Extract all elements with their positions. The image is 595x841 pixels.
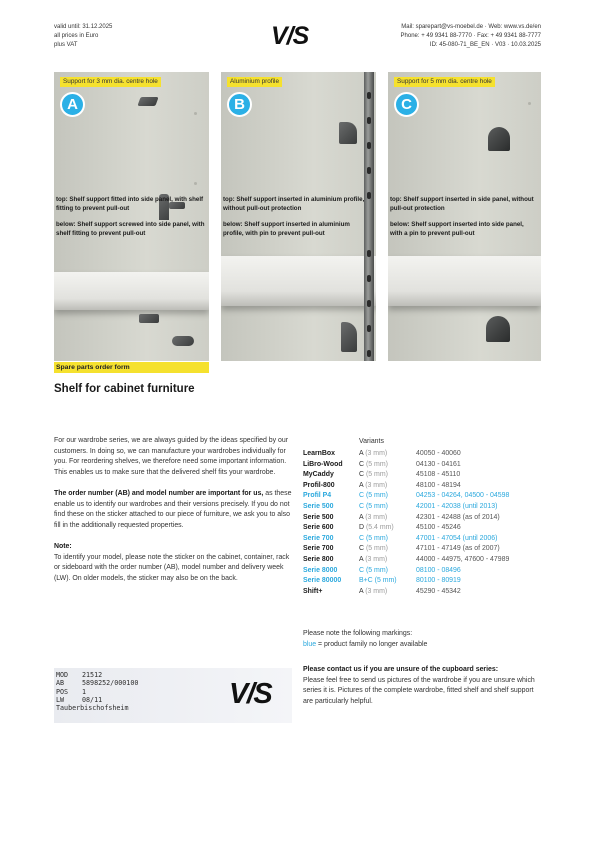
contact-text: Please feel free to send us pictures of the wardrobe if you are unsure which series it is. Pictures of the complete wardrobe, fitted shelf and shelf support are particularly helpful. <box>303 676 535 705</box>
variant-letter: A <box>359 513 364 521</box>
order-number-paragraph <box>54 489 294 531</box>
variants-heading: Variants <box>359 438 384 445</box>
panel-c-tag: Support for 5 mm dia. centre hole <box>394 77 495 87</box>
sticker-vs-logo: V/S <box>229 678 272 710</box>
variant-hole-size: (5 mm) <box>365 471 388 479</box>
contact-heading: Please contact us if you are unsure of the cupboard series: <box>303 666 499 673</box>
model-sticker-photo <box>54 668 292 723</box>
sticker-line: POS 1 <box>56 687 87 696</box>
intro-paragraph: For our wardrobe series, we are always guided by the ideas specified by our customers. In doing so, we can manufacture your wardrobes individually for you. For reordering shelves, we therefore need some important information. This enables us to make sure that the delivered shelf fits your wardrobe. <box>54 437 289 476</box>
note-text: To identify your model, please note the sticker on the cabinet, container, rack or sideboard with the order number (AB), model number and delivery week (LW). On older models, the sticker may also be on the back. <box>54 553 290 582</box>
variant-hole-size: (5 mm) <box>365 534 388 542</box>
variant-type <box>359 470 388 481</box>
note-heading: Note: <box>54 542 72 550</box>
panel-c-caption-top: top: Shelf support inserted in side panel, without pull-out protection <box>390 196 534 212</box>
variant-letter: C <box>359 460 365 468</box>
variant-article-range: 42001 - 42038 (until 2013) <box>416 502 498 510</box>
panel-b-caption-bottom: below: Shelf support inserted in aluminium profile, with pin to prevent pull-out <box>223 221 350 237</box>
variant-series-name: Serie 500 <box>303 513 334 521</box>
vs-logo: V/S <box>271 22 309 50</box>
panel-a-bottom-photo <box>54 220 209 361</box>
panel-a-caption-bottom: below: Shelf support screwed into side panel, with shelf fitting to prevent pull-out <box>56 221 205 237</box>
variant-article-range: 48100 - 48194 <box>416 481 461 489</box>
markings-legend <box>303 640 543 651</box>
variant-series-name: LearnBox <box>303 450 335 457</box>
variant-type <box>359 502 388 513</box>
variant-letter: A <box>359 450 364 457</box>
variant-type <box>359 460 388 471</box>
variant-article-range: 40050 - 40060 <box>416 450 461 457</box>
panel-b-bottom-photo <box>221 220 376 361</box>
variant-hole-size: (5 mm) <box>365 545 388 553</box>
contact-mail-web: Mail: sparepart@vs-moebel.de · Web: www.vs.de/en <box>401 24 541 30</box>
variant-type <box>359 587 387 598</box>
variant-hole-size: (3 mm) <box>365 513 388 521</box>
aluminium-clip-icon <box>339 122 357 144</box>
variant-series-name: MyCaddy <box>303 471 334 479</box>
variant-type <box>359 491 388 502</box>
panel-a-tag: Support for 3 mm dia. centre hole <box>60 77 161 87</box>
order-number-text: as these enable us to identify our wardrobes and their versions precisely. If you do not find these on the sticker attached to our piece of furniture, we ask you to also fill in the additionally requested properties. <box>54 489 292 529</box>
aluminium-pin-clip-icon <box>341 322 357 352</box>
variant-article-range: 45100 - 45246 <box>416 524 461 532</box>
sticker-line: AB 5898252/000100 <box>56 679 139 688</box>
variant-hole-size: (5 mm) <box>365 566 388 574</box>
variant-series-name: Serie 700 <box>303 534 334 542</box>
shelf-fitting-icon <box>137 97 158 106</box>
variant-series-name: Serie 8000 <box>303 566 338 574</box>
blue-marking: blue <box>303 640 317 648</box>
support-5mm-icon <box>488 127 510 151</box>
variant-letter: C <box>359 545 365 553</box>
markings-intro: Please note the following markings: <box>303 630 413 637</box>
page-title: Shelf for cabinet furniture <box>54 383 195 395</box>
header-contact <box>401 23 541 50</box>
support-pin-icon <box>486 316 510 342</box>
variant-type <box>359 544 388 555</box>
variant-letter: A <box>359 587 364 595</box>
contact-note <box>303 665 543 707</box>
validity-line: valid until: 31.12.2025 <box>54 24 113 30</box>
blue-marking-meaning: = product family no longer available <box>316 640 428 648</box>
variant-letter: C <box>359 534 365 542</box>
variant-series-name: Serie 500 <box>303 502 334 510</box>
variant-letter: C <box>359 492 365 500</box>
variant-article-range: 45108 - 45110 <box>416 471 461 479</box>
contact-phone-fax: Phone: + 49 9341 88-7770 · Fax: + 49 9341 88-7777 <box>400 33 541 39</box>
variant-type <box>359 534 388 545</box>
sticker-text <box>56 671 138 712</box>
markings-note <box>303 629 543 650</box>
variant-article-range: 80100 - 80919 <box>416 577 461 585</box>
variant-hole-size: (5 mm) <box>374 577 397 585</box>
order-form-label: Spare parts order form <box>54 362 209 373</box>
screw-icon <box>172 336 194 346</box>
sticker-line: LW 08/11 <box>56 695 103 704</box>
sticker-line: Tauberbischofsheim <box>56 704 129 713</box>
variant-letter: B+C <box>359 577 373 585</box>
variant-hole-size: (3 mm) <box>365 587 388 595</box>
variant-type <box>359 481 387 492</box>
variant-letter: C <box>359 502 365 510</box>
variant-type <box>359 576 397 587</box>
variant-letter: C <box>359 566 365 574</box>
variant-letter: A <box>359 481 364 489</box>
panel-c-bottom-photo <box>388 220 541 361</box>
header-validity <box>54 23 112 50</box>
variant-series-name: Profil-800 <box>303 481 335 489</box>
variant-type <box>359 523 394 534</box>
variant-article-range: 45290 - 45342 <box>416 587 461 595</box>
variant-series-name: Serie 800 <box>303 555 334 563</box>
variant-series-name: Shift+ <box>303 587 323 595</box>
variant-hole-size: (3 mm) <box>365 481 388 489</box>
variant-letter: C <box>359 471 365 479</box>
panel-a-caption-top: top: Shelf support fitted into side panel, with shelf fitting to prevent pull-out <box>56 196 204 212</box>
intro-text <box>54 436 294 584</box>
currency-line: all prices in Euro <box>54 33 99 39</box>
order-number-emphasis: The order number (AB) and model number are important for us, <box>54 489 264 497</box>
variant-article-range: 47101 - 47149 (as of 2007) <box>416 545 500 553</box>
vat-line: plus VAT <box>54 42 78 48</box>
screwed-fitting-icon <box>139 314 159 323</box>
panel-b-badge: B <box>227 92 252 117</box>
variant-article-range: 04130 - 04161 <box>416 460 461 468</box>
panel-a-badge: A <box>60 92 85 117</box>
variant-type <box>359 513 387 524</box>
variant-type <box>359 566 388 577</box>
sticker-line: MOD 21512 <box>56 671 103 679</box>
variant-series-name: Profil P4 <box>303 492 332 500</box>
variant-hole-size: (3 mm) <box>365 555 388 563</box>
panel-b-caption-top: top: Shelf support inserted in aluminium profile, without pull-out protection <box>223 196 365 212</box>
variant-article-range: 44000 - 44975, 47600 - 47989 <box>416 555 510 563</box>
variant-letter: D <box>359 524 365 532</box>
variant-hole-size: (5 mm) <box>365 502 388 510</box>
variant-hole-size: (5.4 mm) <box>365 524 394 532</box>
variant-article-range: 08100 - 08496 <box>416 566 461 574</box>
variant-article-range: 42301 - 42488 (as of 2014) <box>416 513 500 521</box>
panel-c-caption-bottom: below: Shelf support inserted into side panel, with a pin to prevent pull-out <box>390 221 524 237</box>
variant-series-name: Serie 700 <box>303 545 334 553</box>
variant-hole-size: (5 mm) <box>365 492 388 500</box>
variant-hole-size: (3 mm) <box>365 450 388 457</box>
panel-c-badge: C <box>394 92 419 117</box>
variant-letter: A <box>359 555 364 563</box>
variant-article-range: 04253 - 04264, 04500 - 04598 <box>416 492 510 500</box>
variant-series-name: LiBro-Wood <box>303 460 343 468</box>
variant-article-range: 47001 - 47054 (until 2006) <box>416 534 498 542</box>
document-id: ID: 45-080-71_BE_EN · V03 · 10.03.2025 <box>429 42 541 48</box>
panel-b-tag: Aluminium profile <box>227 77 282 87</box>
variant-series-name: Serie 80000 <box>303 577 342 585</box>
variant-type <box>359 449 387 460</box>
variant-type <box>359 555 387 566</box>
variant-hole-size: (5 mm) <box>365 460 388 468</box>
variant-series-name: Serie 600 <box>303 524 334 532</box>
